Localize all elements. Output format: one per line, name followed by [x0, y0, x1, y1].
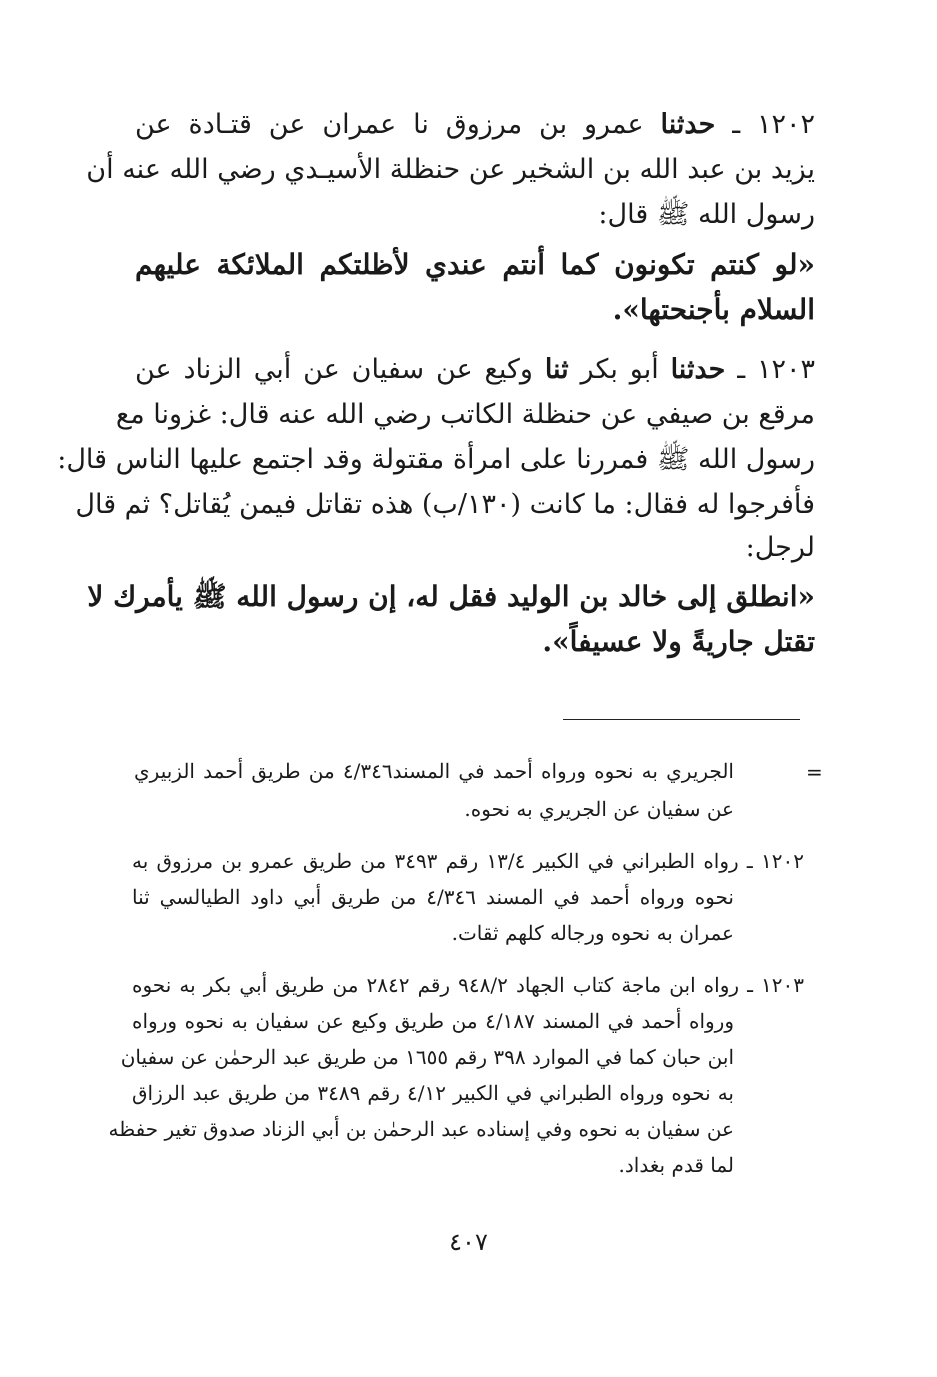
page-number: ٤٠٧ [449, 1228, 488, 1256]
continuation-mark: = [806, 760, 823, 784]
footnote-prev-line-2: عن سفيان عن الجريري به نحوه. [464, 797, 734, 821]
hadith-keyword: حدثنا [660, 109, 716, 140]
footnote-1203-line-4: به نحوه ورواه الطبراني في الكبير ٤/١٢ رقم ٣٤٨٩ من طريق عبد الرزاق [132, 1081, 735, 1105]
footnote-separator [563, 719, 800, 720]
hadith-keyword: حدثنا [670, 354, 726, 385]
footnote-1203-line-5: عن سفيان به نحوه وفي إسناده عبد الرحمٰن بن أبي الزناد صدوق تغير حفظه [108, 1117, 734, 1141]
hadith-1203-line-4: فأفرجوا له فقال: ما كانت (١٣٠/ب) هذه تقاتل فيمن يُقاتل؟ ثم قال [75, 489, 815, 520]
footnote-1202-line-1: ١٢٠٢ ـ رواه الطبراني في الكبير ١٣/٤ رقم ٣٤٩٣ من طريق عمرو بن مرزوق به [132, 849, 804, 873]
hadith-keyword-2: ثنا [544, 354, 569, 385]
hadith-1202-text-line-1: «لو كنتم تكونون كما أنتم عندي لأظلتكم الملائكة عليهم [135, 248, 815, 281]
isnad-text: وكيع عن سفيان عن أبي الزناد عن [135, 354, 545, 385]
footnote-1202-line-3: عمران به نحوه ورجاله كلهم ثقات. [451, 921, 734, 945]
footnote-1203-line-2: ورواه أحمد في المسند ٤/١٨٧ من طريق وكيع عن سفيان به نحوه ورواه [132, 1009, 734, 1033]
footnote-1203-line-3: ابن حبان كما في الموارد ٣٩٨ رقم ١٦٥٥ من طريق عبد الرحمٰن عن سفيان [120, 1045, 734, 1069]
hadith-1203-line-3: رسول الله ﷺ فمررنا على امرأة مقتولة وقد اجتمع عليها الناس قال: [57, 444, 815, 475]
hadith-1202-line-1 [135, 107, 815, 143]
hadith-1203-line-2: مرقع بن صيفي عن حنظلة الكاتب رضي الله عنه قال: غزونا مع [115, 399, 815, 430]
hadith-1202-line-3: رسول الله ﷺ قال: [598, 199, 815, 230]
hadith-1202-line-2: يزيد بن عبد الله بن الشخير عن حنظلة الأسيـدي رضي الله عنه أن [86, 154, 815, 185]
isnad-text: أبو بكر [568, 354, 671, 385]
hadith-1203-line-5: لرجل: [745, 532, 815, 563]
hadith-1203-text-line-2: تقتل جاريةً ولا عسيفاً». [542, 625, 815, 658]
hadith-number: ١٢٠٢ ـ [732, 109, 815, 140]
footnote-1203-line-1: ١٢٠٣ ـ رواه ابن ماجة كتاب الجهاد ٩٤٨/٢ رقم ٢٨٤٢ من طريق أبي بكر به نحوه [132, 973, 804, 997]
footnote-1202-line-2: نحوه ورواه أحمد في المسند ٤/٣٤٦ من طريق أبي داود الطيالسي ثنا [132, 885, 734, 909]
hadith-1202-text-line-2: السلام بأجنحتها». [612, 293, 815, 326]
hadith-1203-line-1 [135, 352, 815, 388]
hadith-1203-text-line-1: «انطلق إلى خالد بن الوليد فقل له، إن رسول الله ﷺ يأمرك لا [87, 580, 815, 613]
footnote-prev-line-1: الجريري به نحوه ورواه أحمد في المسند٤/٣٤٦ من طريق أحمد الزبيري [134, 759, 734, 783]
footnote-1203-line-6: لما قدم بغداد. [618, 1153, 734, 1177]
isnad-text: عمرو بن مرزوق نا عمران عن قتـادة عن [135, 109, 661, 140]
hadith-number: ١٢٠٣ ـ [737, 354, 815, 385]
